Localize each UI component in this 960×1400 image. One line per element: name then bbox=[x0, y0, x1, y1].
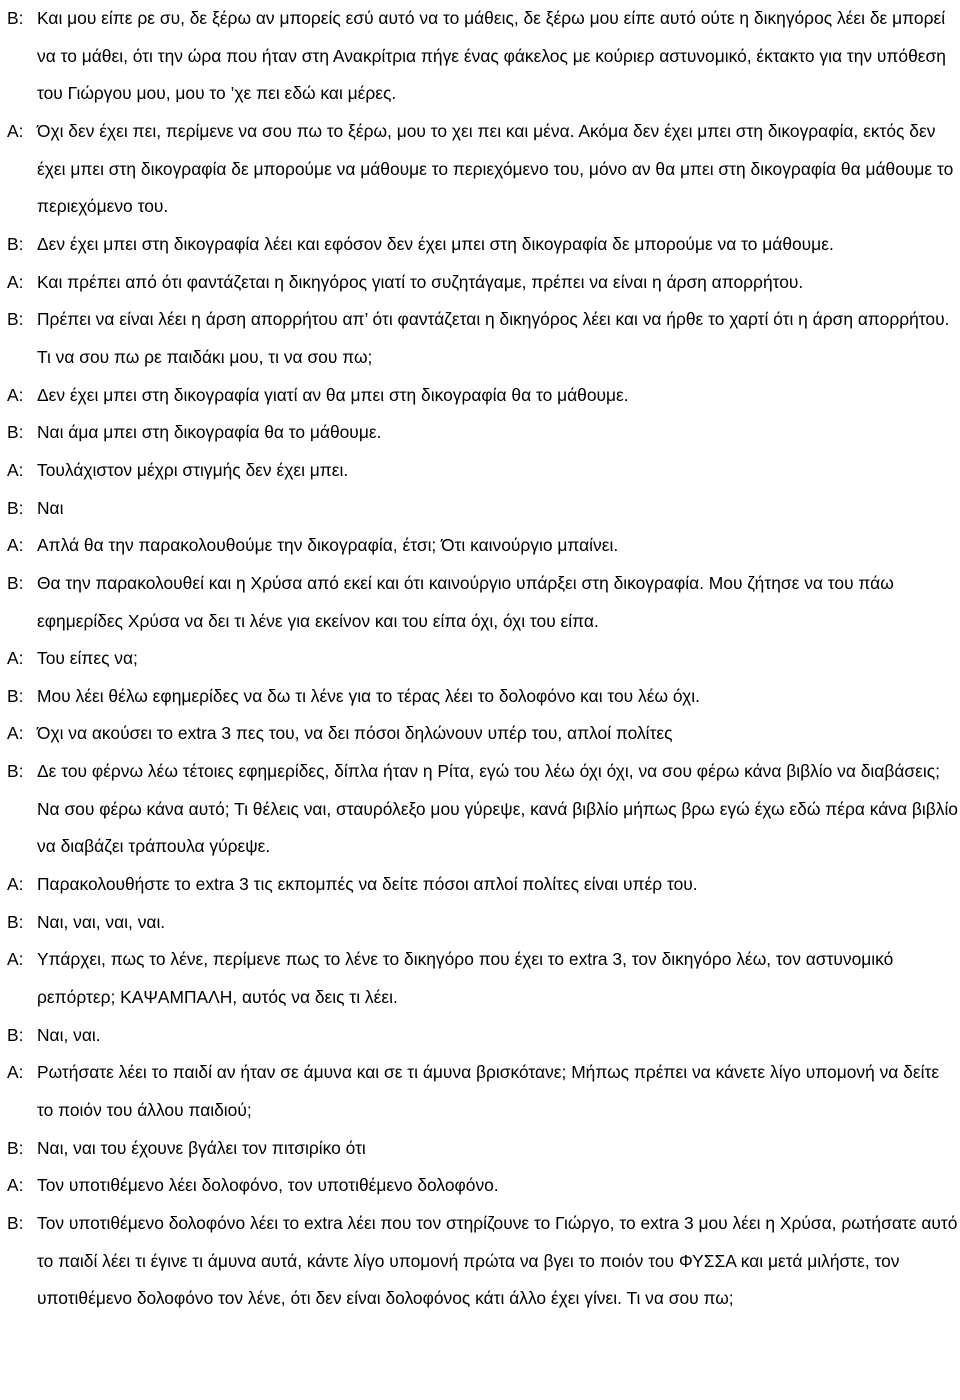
dialogue-text: Πρέπει να είναι λέει η άρση απορρήτου απ’ ότι φαντάζεται η δικηγόρος λέει και να ήρθε το χαρτί ότι η άρση απορρήτου. Τι να σου πω ρε παιδάκι μου, τι να σου πω; bbox=[37, 309, 950, 367]
dialogue-text: Και μου είπε ρε συ, δε ξέρω αν μπορείς εσύ αυτό να το μάθεις, δε ξέρω μου είπε αυτό ούτε η δικηγόρος λέει δε μπορεί να το μάθει, ότι την ώρα που ήταν στη Ανακρίτρια πήγε ένας φάκελος με κούριερ αστυνομικό, έκτακτο για την υπόθεση του Γιώργου μου, μου το ’χε πει εδώ και μέρες. bbox=[37, 8, 946, 104]
dialogue-turn bbox=[7, 565, 960, 640]
speaker-label: Β: bbox=[7, 1137, 24, 1158]
speaker-label: Β: bbox=[7, 309, 24, 330]
speaker-label: Α: bbox=[7, 384, 24, 405]
dialogue-turn bbox=[7, 527, 960, 565]
dialogue-text: Όχι να ακούσει το extra 3 πες του, να δει πόσοι δηλώνουν υπέρ του, απλοί πολίτες bbox=[37, 723, 673, 744]
dialogue-text: Δε του φέρνω λέω τέτοιες εφημερίδες, δίπλα ήταν η Ρίτα, εγώ του λέω όχι όχι, να σου φέρω κάνα βιβλίο να διαβάσεις; Να σου φέρω κάνα αυτό; Τι θέλεις ναι, σταυρόλεξο μου γύρεψε, κανά βιβλίο μήπως βρω εγώ έχω εδώ πέρα κάνα βιβλίο να διαβάζει τράπουλα γύρεψε. bbox=[37, 761, 958, 857]
dialogue-text: Όχι δεν έχει πει, περίμενε να σου πω το ξέρω, μου το χει πει και μένα. Ακόμα δεν έχει μπει στη δικογραφία, εκτός δεν έχει μπει στη δικογραφία δε μπορούμε να μάθουμε το περιεχόμενο του, μόνο αν θα μπει στη δικογραφία θα μάθουμε το περιεχόμενο του. bbox=[37, 120, 954, 217]
speaker-label: Β: bbox=[7, 233, 24, 254]
speaker-label: Β: bbox=[7, 572, 24, 593]
dialogue-text: Ναι, ναι. bbox=[37, 1024, 101, 1045]
dialogue-turn bbox=[7, 1205, 960, 1318]
speaker-label: Β: bbox=[7, 685, 24, 706]
transcript-page bbox=[7, 0, 960, 1400]
speaker-label: Β: bbox=[7, 1213, 24, 1233]
dialogue-turn bbox=[7, 113, 960, 226]
dialogue-turn bbox=[7, 678, 960, 716]
dialogue-turn bbox=[7, 452, 960, 490]
dialogue-text: Τουλάχιστον μέχρι στιγμής δεν έχει μπει. bbox=[37, 459, 349, 480]
speaker-label: Α: bbox=[7, 1062, 24, 1083]
dialogue-text: Απλά θα την παρακολουθούμε την δικογραφία, έτσι; Ότι καινούργιο μπαίνει. bbox=[37, 535, 619, 556]
dialogue-text: Και πρέπει από ότι φαντάζεται η δικηγόρος γιατί το συζητάγαμε, πρέπει να είναι η άρση απορρήτου. bbox=[37, 271, 804, 292]
speaker-label: Β: bbox=[7, 8, 24, 28]
dialogue-turn bbox=[7, 866, 960, 904]
speaker-label: Β: bbox=[7, 911, 24, 932]
dialogue-turn bbox=[7, 301, 960, 376]
dialogue-turn bbox=[7, 904, 960, 942]
dialogue-text: Θα την παρακολουθεί και η Χρύσα από εκεί και ότι καινούργιο υπάρξει στη δικογραφία. Μου ζήτησε να του πάω εφημερίδες Χρύσα να δει τι λένε για εκείνον και του είπα όχι, όχι του είπα. bbox=[37, 572, 894, 631]
dialogue-text: Ναι, ναι του έχουνε βγάλει τον πιτσιρίκο ότι bbox=[37, 1137, 366, 1158]
dialogue-turn bbox=[7, 490, 960, 528]
dialogue-text: Τον υποτιθέμενο δολοφόνο λέει το extra λέει που τον στηρίζουνε το Γιώργο, το extra 3 μου λέει η Χρύσα, ρωτήσατε αυτό το παιδί λέει τι έγινε τι άμυνα αυτά, κάντε λίγο υπομονή πρώτα να βγει το ποιόν του ΦΥΣΣΑ και μετά μιλήστε, τον υποτιθέμενο δολοφόνο τον λένε, ότι δεν είναι δολοφόνος κάτι άλλο έχει γίνει. Τι να σου πω; bbox=[37, 1213, 958, 1309]
speaker-label: Α: bbox=[7, 1175, 24, 1196]
dialogue-text: Ναι άμα μπει στη δικογραφία θα το μάθουμε. bbox=[37, 422, 382, 443]
speaker-label: Α: bbox=[7, 459, 24, 480]
speaker-label: Α: bbox=[7, 271, 24, 292]
dialogue-text: Υπάρχει, πως το λένε, περίμενε πως το λένε το δικηγόρο που έχει το extra 3, τον δικηγόρο λέω, τον αστυνομικό ρεπόρτερ; ΚΑΨΑΜΠΑΛΗ, αυτός να δεις τι λέει. bbox=[37, 949, 894, 1008]
speaker-label: Α: bbox=[7, 949, 24, 970]
dialogue-text: Παρακολουθήστε το extra 3 τις εκπομπές να δείτε πόσοι απλοί πολίτες είναι υπέρ του. bbox=[37, 874, 698, 895]
speaker-label: Β: bbox=[7, 761, 24, 782]
speaker-label: Α: bbox=[7, 723, 24, 744]
speaker-label: Β: bbox=[7, 422, 24, 443]
speaker-label: Α: bbox=[7, 120, 24, 141]
dialogue-turn bbox=[7, 715, 960, 753]
speaker-label: Α: bbox=[7, 648, 24, 669]
dialogue-turn bbox=[7, 753, 960, 866]
dialogue-text: Του είπες να; bbox=[37, 648, 138, 669]
dialogue-text: Ρωτήσατε λέει το παιδί αν ήταν σε άμυνα και σε τι άμυνα βρισκότανε; Μήπως πρέπει να κάνετε λίγο υπομονή να δείτε το ποιόν του άλλου παιδιού; bbox=[37, 1062, 940, 1121]
dialogue-turn bbox=[7, 226, 960, 264]
speaker-label: Α: bbox=[7, 874, 24, 895]
speaker-label: Β: bbox=[7, 497, 24, 518]
dialogue-turn bbox=[7, 1017, 960, 1055]
dialogue-text: Τον υποτιθέμενο λέει δολοφόνο, τον υποτιθέμενο δολοφόνο. bbox=[37, 1175, 499, 1196]
dialogue-turn bbox=[7, 377, 960, 415]
dialogue-text: Μου λέει θέλω εφημερίδες να δω τι λένε για το τέρας λέει το δολοφόνο και του λέω όχι. bbox=[37, 685, 700, 706]
dialogue-turn bbox=[7, 941, 960, 1016]
dialogue-turn bbox=[7, 640, 960, 678]
dialogue-turn bbox=[7, 1167, 960, 1205]
dialogue-turn bbox=[7, 414, 960, 452]
dialogue-text: Δεν έχει μπει στη δικογραφία λέει και εφόσον δεν έχει μπει στη δικογραφία δε μπορούμε να το μάθουμε. bbox=[37, 233, 834, 254]
dialogue-turn bbox=[7, 264, 960, 302]
dialogue-turn bbox=[7, 1130, 960, 1168]
dialogue-text: Ναι bbox=[37, 497, 64, 518]
speaker-label: Α: bbox=[7, 535, 24, 556]
dialogue-text: Δεν έχει μπει στη δικογραφία γιατί αν θα μπει στη δικογραφία θα το μάθουμε. bbox=[37, 384, 629, 405]
dialogue-turn bbox=[7, 0, 960, 113]
dialogue-turn bbox=[7, 1054, 960, 1129]
speaker-label: Β: bbox=[7, 1024, 24, 1045]
dialogue-text: Ναι, ναι, ναι, ναι. bbox=[37, 911, 166, 932]
